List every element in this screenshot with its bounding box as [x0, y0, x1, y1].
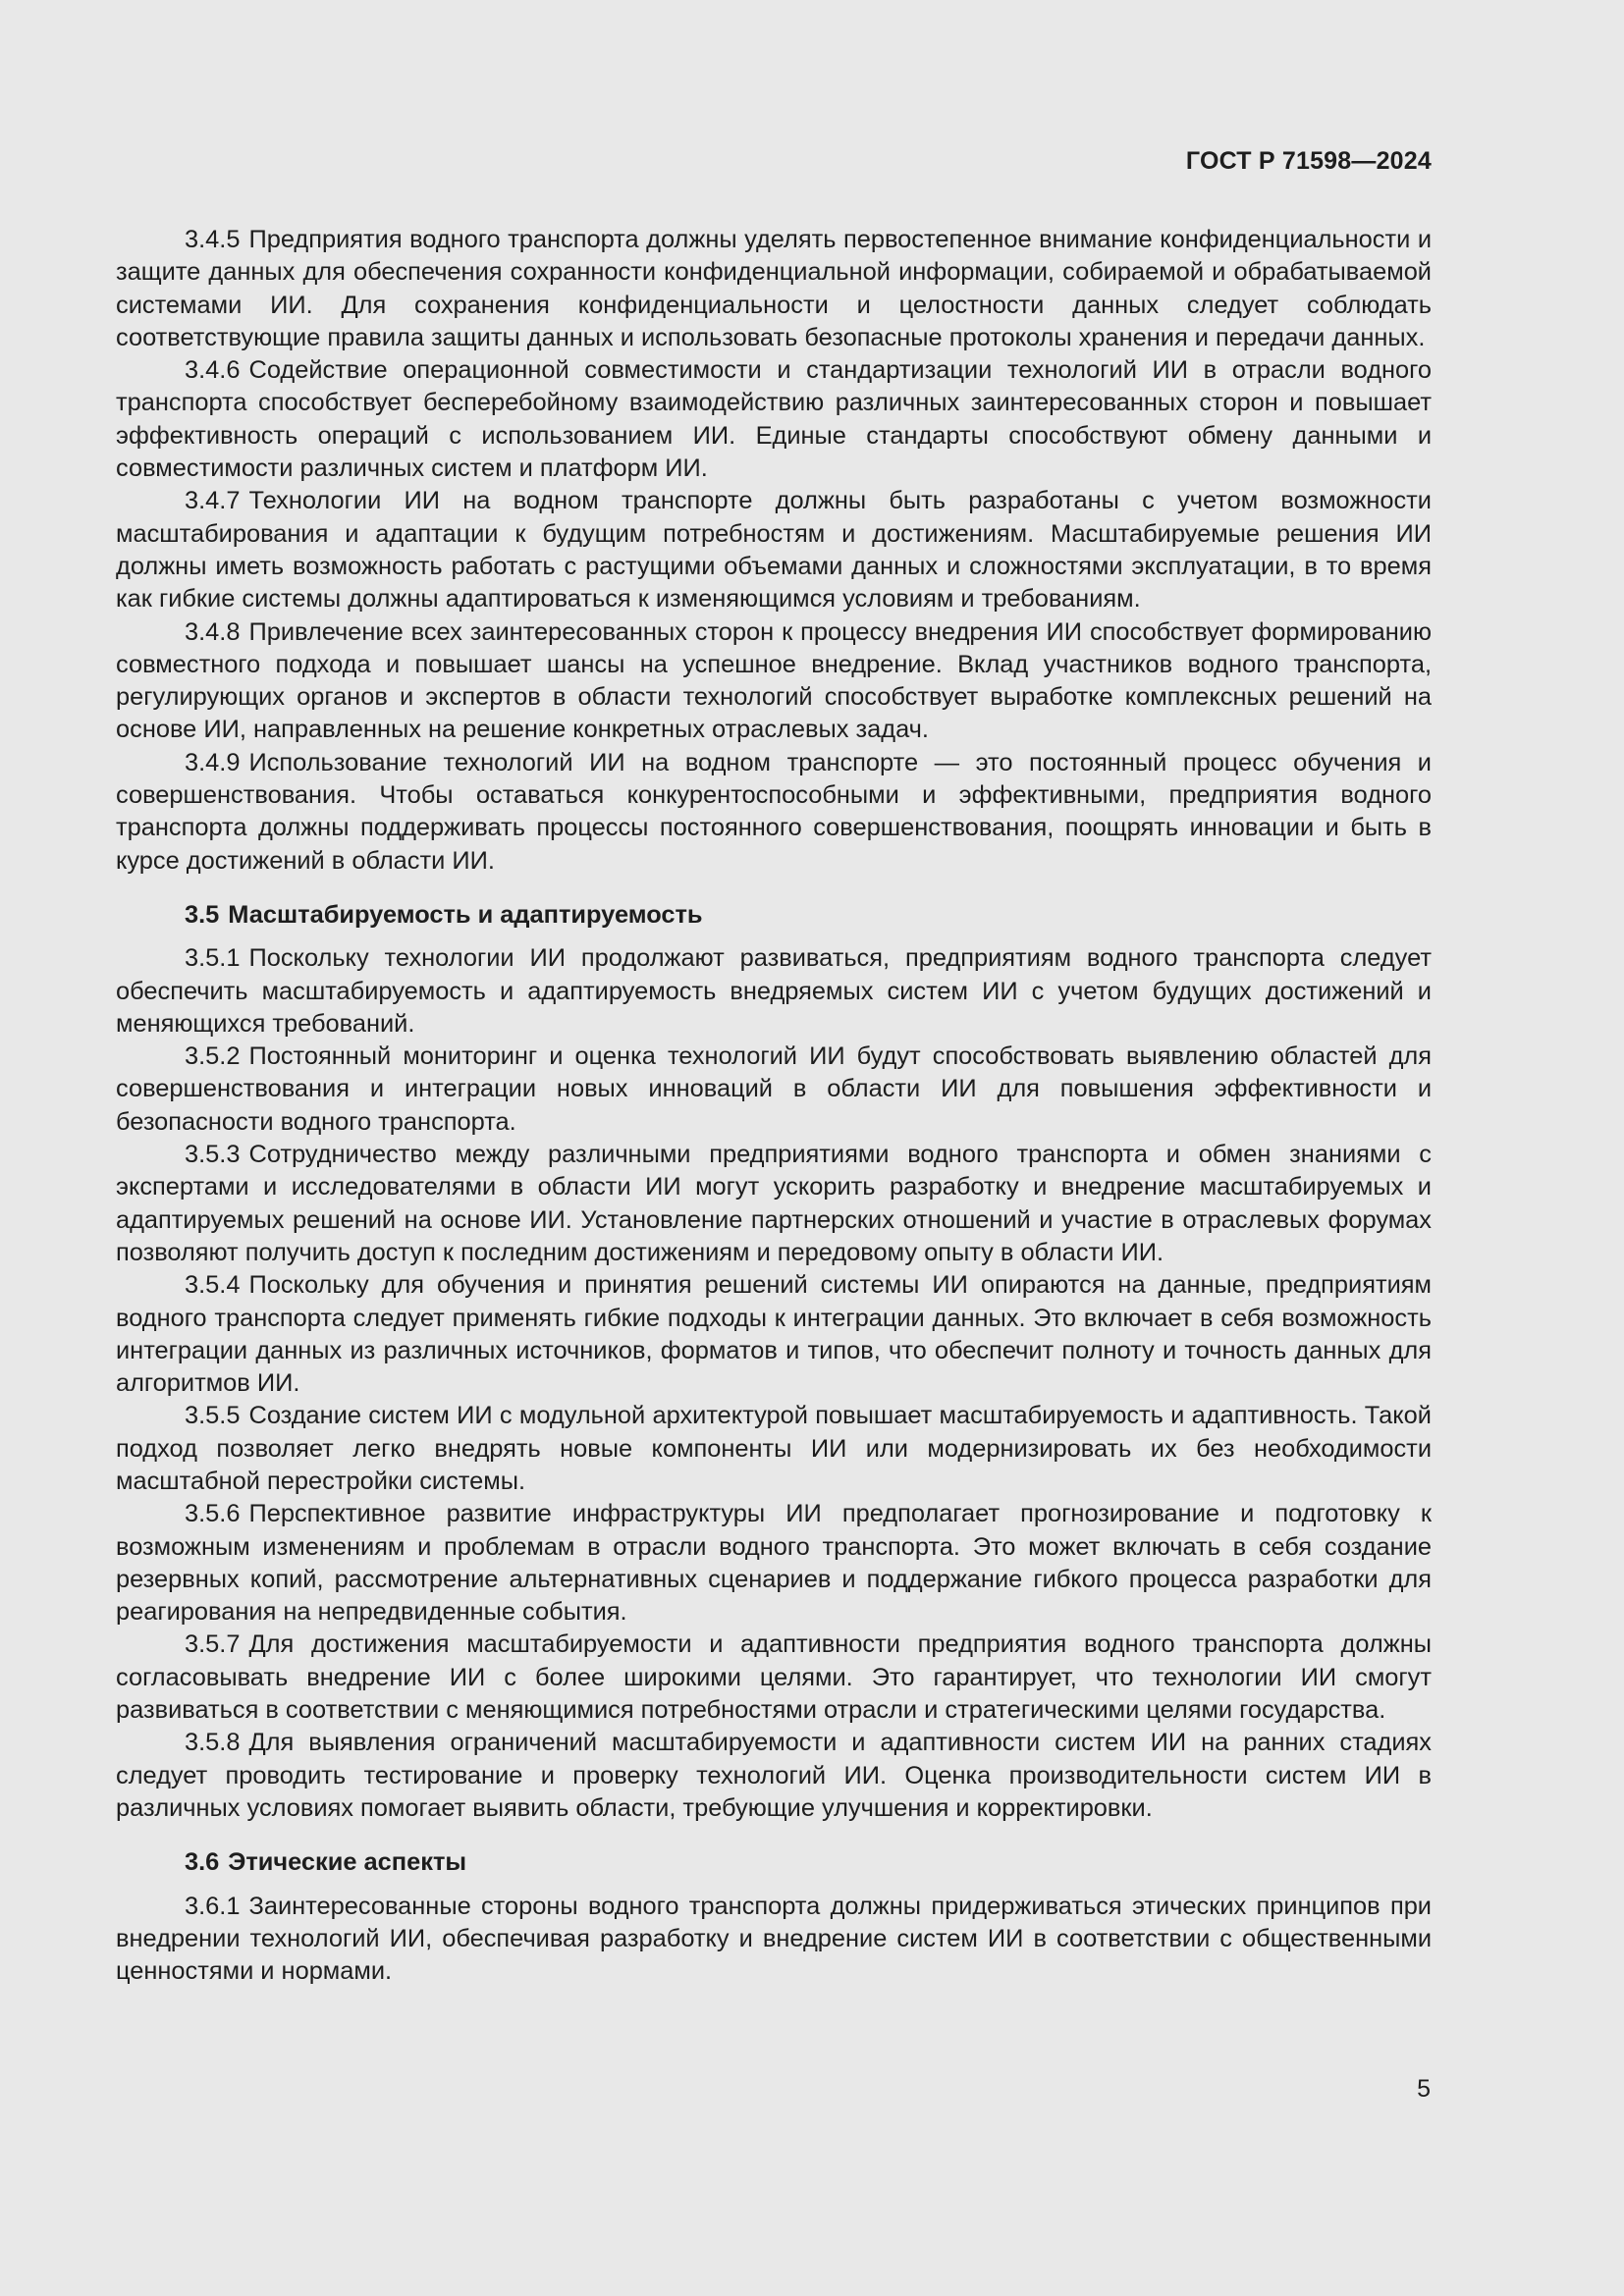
clause-number: 3.5.7: [185, 1630, 241, 1659]
clause-text: Привлечение всех заинтересованных сторон к процессу внедрения ИИ способствует формированию совместного подхода и повышает шансы на успешное внедрение. Вклад участников водного транспорта, регулирующих органов и экспертов в области технологий способствует выработке комплексных решений на основе ИИ, направленных на решение конкретных отраслевых задач.: [116, 617, 1432, 744]
clause-text: Создание систем ИИ с модульной архитектурой повышает масштабируемость и адаптивность. Такой подход позволяет легко внедрять новые компоненты ИИ или модернизировать их без необходимости масштабной перестройки системы.: [116, 1402, 1432, 1495]
clause-3-6-1: [116, 1891, 1432, 1989]
clause-text: Поскольку для обучения и принятия решений системы ИИ опираются на данные, предприятиям водного транспорта следует применять гибкие подходы к интеграции данных. Это включает в себя возможность интеграции данных из различных источников, форматов и типов, что обеспечит полноту и точность данных для алгоритмов ИИ.: [116, 1271, 1432, 1398]
clause-number: 3.5.8: [185, 1729, 241, 1757]
clause-number: 3.5.2: [185, 1042, 241, 1071]
clause-text: Содействие операционной совместимости и стандартизации технологий ИИ в отрасли водного транспорта способствует бесперебойному взаимодействию различных заинтересованных сторон и повышает эффективность операций с использованием ИИ. Единые стандарты способствуют обмену данными и совместимости различных систем и платформ ИИ.: [116, 356, 1432, 483]
clause-number: 3.5.4: [185, 1271, 241, 1300]
clause-3-5-4: [116, 1269, 1432, 1400]
clause-number: 3.5.3: [185, 1141, 241, 1169]
section-title: Масштабируемость и адаптируемость: [228, 900, 703, 929]
clause-text: Для выявления ограничений масштабируемости и адаптивности систем ИИ на ранних стадиях следует проводить тестирование и проверку технологий ИИ. Оценка производительности систем ИИ в различных условиях помогает выявить области, требующие улучшения и корректировки.: [116, 1729, 1432, 1822]
clause-3-4-8: [116, 616, 1432, 747]
clause-3-5-5: [116, 1400, 1432, 1498]
clause-3-5-6: [116, 1498, 1432, 1629]
clause-text: Заинтересованные стороны водного транспорта должны придерживаться этических принципов при внедрении технологий ИИ, обеспечивая разработку и внедрение систем ИИ в соответствии с общественными ценностями и нормами.: [116, 1892, 1432, 1986]
section-heading-3-5: [116, 899, 1432, 932]
section-title: Этические аспекты: [228, 1848, 467, 1877]
clause-3-5-1: [116, 942, 1432, 1041]
clause-text: Технологии ИИ на водном транспорте должны быть разработаны с учетом возможности масштабирования и адаптации к будущим потребностям и достижениям. Масштабируемые решения ИИ должны иметь возможность работать с растущими объемами данных и сложностями эксплуатации, в то время как гибкие системы должны адаптироваться к изменяющимся условиям и требованиям.: [116, 487, 1432, 614]
clause-3-5-2: [116, 1041, 1432, 1139]
clause-3-4-6: [116, 354, 1432, 485]
clause-text: Поскольку технологии ИИ продолжают развиваться, предприятиям водного транспорта следует обеспечить масштабируемость и адаптируемость внедряемых систем ИИ с учетом будущих достижений и меняющихся требований.: [116, 944, 1432, 1038]
clause-3-4-5: [116, 224, 1432, 354]
section-number: 3.5: [185, 900, 220, 929]
clause-text: Постоянный мониторинг и оценка технологий ИИ будут способствовать выявлению областей для совершенствования и интеграции новых инноваций в области ИИ для повышения эффективности и безопасности водного транспорта.: [116, 1042, 1432, 1136]
clause-text: Предприятия водного транспорта должны уделять первостепенное внимание конфиденциальности и защите данных для обеспечения сохранности конфиденциальной информации, собираемой и обрабатываемой системами ИИ. Для сохранения конфиденциальности и целостности данных следует соблюдать соответствующие правила защиты данных и использовать безопасные протоколы хранения и передачи данных.: [116, 226, 1432, 351]
section-number: 3.6: [185, 1848, 220, 1877]
clause-3-4-9: [116, 747, 1432, 878]
clause-number: 3.5.1: [185, 944, 241, 973]
clause-3-4-7: [116, 485, 1432, 615]
clause-number: 3.4.8: [185, 617, 241, 646]
clause-number: 3.4.5: [185, 226, 241, 253]
clause-number: 3.5.6: [185, 1500, 241, 1528]
clause-text: Перспективное развитие инфраструктуры ИИ предполагает прогнозирование и подготовку к возможным изменениям и проблемам в отрасли водного транспорта. Это может включать в себя создание резервных копий, рассмотрение альтернативных сценариев и поддержание гибкого процесса разработки для реагирования на непредвиденные события.: [116, 1500, 1432, 1627]
page-number: 5: [1417, 2075, 1431, 2103]
clause-number: 3.4.9: [185, 748, 241, 776]
clause-number: 3.4.7: [185, 487, 241, 515]
section-heading-3-6: [116, 1846, 1432, 1879]
clause-text: Сотрудничество между различными предприятиями водного транспорта и обмен знаниями с экспертами и исследователями в области ИИ могут ускорить разработку и внедрение масштабируемых и адаптируемых решений на основе ИИ. Установление партнерских отношений и участие в отраслевых форумах позволяют получить доступ к последним достижениям и передовому опыту в области ИИ.: [116, 1141, 1432, 1266]
clause-text: Использование технологий ИИ на водном транспорте — это постоянный процесс обучения и совершенствования. Чтобы оставаться конкурентоспособными и эффективными, предприятия водного транспорта должны поддерживать процессы постоянного совершенствования, поощрять инновации и быть в курсе достижений в области ИИ.: [116, 748, 1432, 875]
clause-text: Для достижения масштабируемости и адаптивности предприятия водного транспорта должны согласовывать внедрение ИИ с более широкими целями. Это гарантирует, что технологии ИИ смогут развиваться в соответствии с меняющимися потребностями отрасли и стратегическими целями государства.: [116, 1630, 1432, 1725]
clause-number: 3.6.1: [185, 1892, 241, 1920]
clause-number: 3.5.5: [185, 1402, 241, 1430]
clause-number: 3.4.6: [185, 356, 241, 385]
document-code-header: ГОСТ Р 71598—2024: [1185, 147, 1432, 175]
document-body: [116, 224, 1432, 1988]
clause-3-5-8: [116, 1727, 1432, 1825]
clause-3-5-3: [116, 1139, 1432, 1269]
clause-3-5-7: [116, 1629, 1432, 1727]
